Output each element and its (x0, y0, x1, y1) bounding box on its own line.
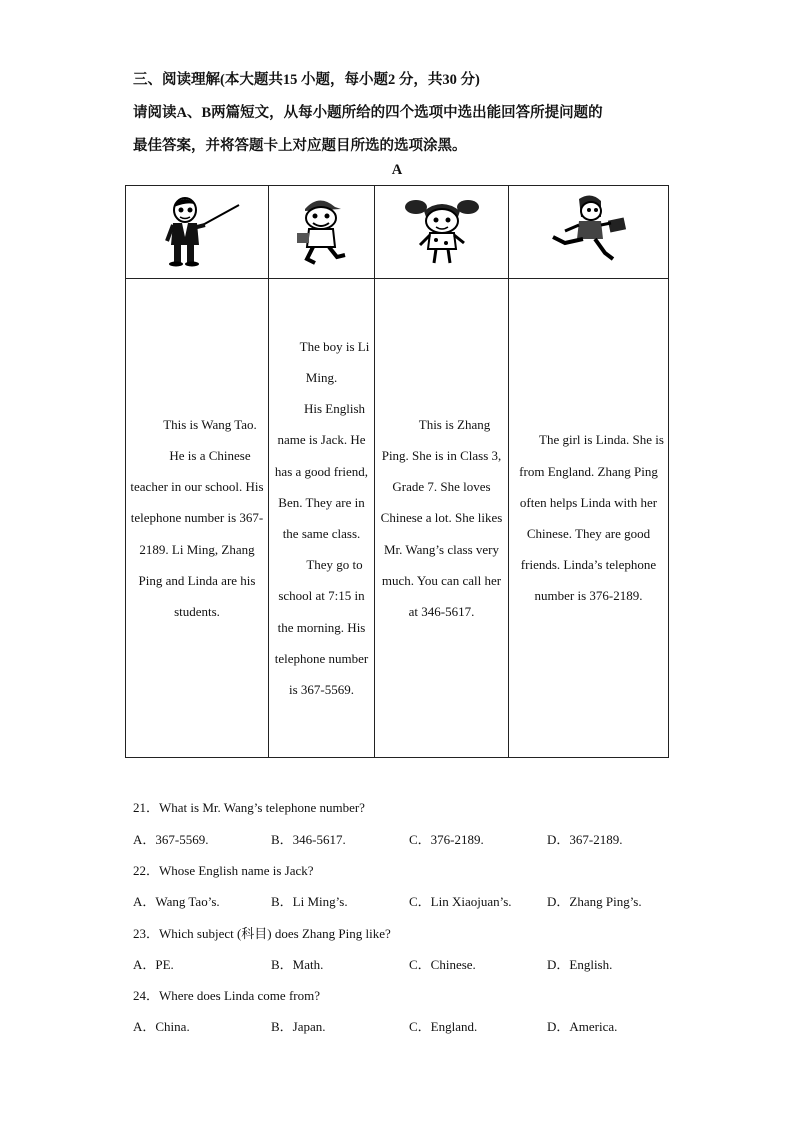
reading-table (125, 185, 669, 758)
option-b[interactable]: B．Math. (271, 957, 324, 972)
option-b[interactable]: B．Li Ming’s. (271, 894, 348, 909)
instruction-line-2: 最佳答案，并将答题卡上对应题目所选的选项涂黑。 (133, 138, 467, 154)
option-c[interactable]: C．Lin Xiaojuan’s. (409, 894, 512, 909)
question-stem: 23．Which subject (科目) does Zhang Ping like? (133, 926, 391, 941)
option-b[interactable]: B．Japan. (271, 1019, 326, 1034)
cell-paragraph: The boy is Li Ming. (299, 338, 370, 385)
option-d[interactable]: D．367-2189. (547, 832, 623, 847)
picture-row (126, 186, 669, 279)
option-a[interactable]: A．367-5569. (133, 832, 209, 847)
cell-paragraph: This is Zhang Ping. She is in Class 3, Grade 7. She loves Chinese a lot. She likes Mr. Wang’s class very much. You can call her at 346-5617. (380, 416, 503, 619)
running-girl-with-book-icon (529, 193, 649, 267)
option-d[interactable]: D．English. (547, 957, 613, 972)
cell-paragraph: This is Wang Tao. (163, 416, 257, 432)
question-stem: 21．What is Mr. Wang’s telephone number? (133, 800, 365, 815)
picture-cell (269, 186, 375, 279)
girl-with-pigtails-icon (390, 193, 494, 267)
option-a[interactable]: A．Wang Tao’s. (133, 894, 220, 909)
cell-paragraph: His English name is Jack. He has a good friend, Ben. They are in the same class. (274, 401, 369, 541)
picture-cell (509, 186, 669, 279)
section-title: 三、阅读理解(本大题共15 小题，每小题2 分，共30 分) (133, 72, 480, 88)
text-cell-zhang-ping (375, 279, 509, 758)
cell-paragraph: They go to school at 7:15 in the morning. His telephone number is 367-5569. (274, 557, 369, 698)
option-c[interactable]: C．Chinese. (409, 957, 476, 972)
text-cell-linda (509, 279, 669, 758)
cell-paragraph: He is a Chinese teacher in our school. His telephone number is 367-2189. Li Ming, Zhang Ping and Linda are his students. (130, 447, 264, 619)
text-cell-wang-tao (126, 279, 269, 758)
option-b[interactable]: B．346-5617. (271, 832, 346, 847)
teacher-pointer-icon (149, 193, 245, 267)
option-a[interactable]: A．China. (133, 1019, 190, 1034)
option-c[interactable]: C．England. (409, 1019, 478, 1034)
instruction-line-1: 请阅读A、B两篇短文，从每小题所给的四个选项中选出能回答所提问题的 (133, 105, 603, 121)
text-row (126, 279, 669, 758)
option-c[interactable]: C．376-2189. (409, 832, 484, 847)
question-stem: 24．Where does Linda come from? (133, 988, 320, 1003)
passage-label: A (391, 162, 403, 178)
option-a[interactable]: A．PE. (133, 957, 174, 972)
option-d[interactable]: D．Zhang Ping’s. (547, 894, 642, 909)
option-d[interactable]: D．America. (547, 1019, 618, 1034)
picture-cell (126, 186, 269, 279)
picture-cell (375, 186, 509, 279)
boy-with-cap-icon (287, 193, 357, 267)
question-stem: 22．Whose English name is Jack? (133, 863, 314, 878)
section-header (133, 64, 693, 163)
cell-paragraph: The girl is Linda. She is from England. Zhang Ping often helps Linda with her Chinese. They are good friends. Linda’s telephone number is 376-2189. (519, 432, 664, 604)
text-cell-li-ming (269, 279, 375, 758)
